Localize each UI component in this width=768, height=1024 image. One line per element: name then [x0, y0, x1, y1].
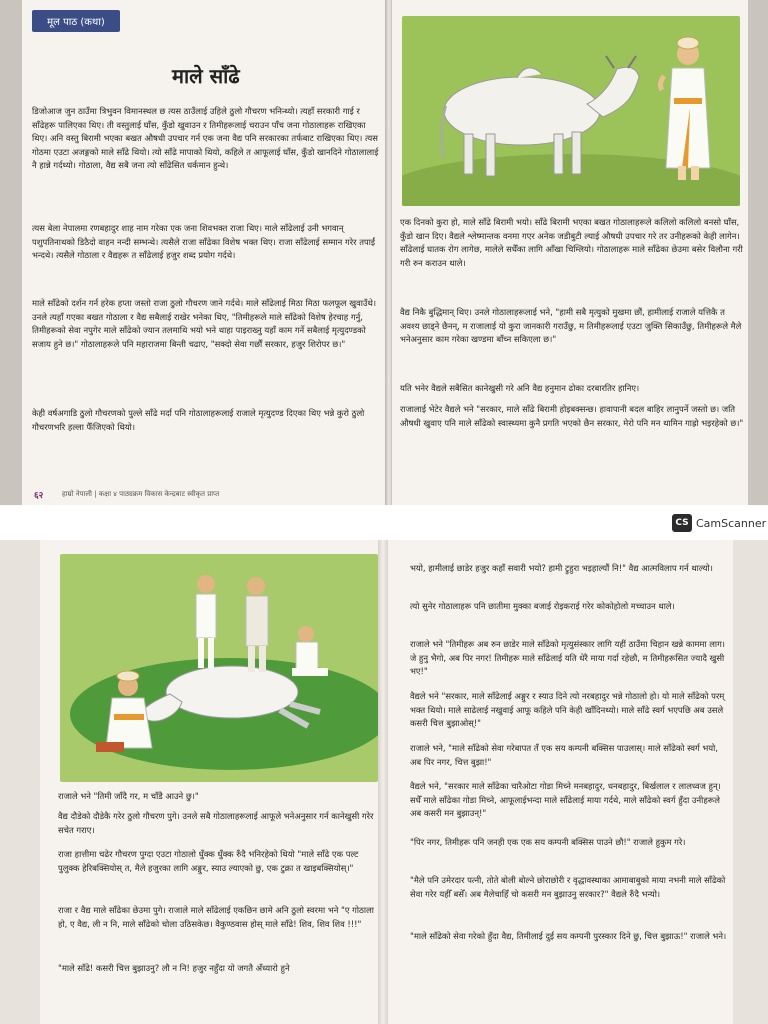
- paragraph: वैद्य दौडेको दौडेकै गरेर ठुलो गौचरण पुगे। उनले सबै गोठालाहरूलाई आफूले भनेअनुसार गर्न कानेखुसी गरेर सचेत गराए।: [58, 811, 374, 835]
- camscanner-label: CamScanner: [696, 516, 767, 530]
- paragraph: राजाले भने "तिमी जाँदै गर, म चाँडै आउने छु।": [58, 791, 199, 801]
- paragraph: वैद्यले भने, "सरकार माले साँढेका चारैओटा गोडा मिच्ने मनबहादुर, धनबहादुर, बिर्खलाल र लालध्वज हुन्। सधैँ माले साँढेका गोडा मिच्ने, आफूलाईभन्दा माले साँढेलाई माया गर्दथे, माले साँढेको स्वर्ग हुँदा उनीहरूले अब कसरी मन बुझाउन्!": [410, 781, 721, 819]
- paragraph: यति भनेर वैद्यले सबैसित कानेखुसी गरे अनि वैद्य हनुमान ढोका दरबारतिर हानिए।: [400, 383, 640, 393]
- top-book-spread: [0, 0, 768, 505]
- paragraph: त्यस बेला नेपालमा रणबहादुर शाह नाम गरेका एक जना शिवभक्त राजा थिए। माले साँढेलाई उनी भगवान् पशुपतिनाथको डिठैदो वाहन नन्दी सम्भन्थे। त्यसैले राजा साँढेका विशेष भक्त थिए। राजा साँढेलाई सम्मान गरेर तपाईं भन्दथे। त्यसैले गोठाला र वैद्यहरू त साँढेलाई हजुर शब्द प्रयोग गर्दथे।: [32, 223, 376, 261]
- paragraph: त्यो सुनेर गोठालाहरू पनि छातीमा मुक्का बजाई रोइकराई गरेर कोकोहोलो मच्चाउन थाले।: [410, 601, 675, 611]
- bull-illustration: [402, 16, 740, 206]
- left-page-bottom: [40, 540, 380, 1024]
- paragraph: राजा हात्तीमा चढेर गौचरण पुग्दा एउटा गोठालो धुँक्क धुँक्क रुँदै भनिरहेको थियो "माले साँढे एक पल्ट पुलुक्क हेरिबक्सियोस् त, मैले हजुरका लागि अङ्गुर, स्याउ ल्याएको छु, एक टुक्रा त खाइबक्सियोस्।": [58, 849, 359, 873]
- page-footer: हाम्रो नेपाली | कक्षा ४ पाठ्यक्रम विकास केन्द्रबाट स्वीकृत प्राप्त: [62, 490, 220, 498]
- paragraph: "माले साँढे! कसरी चित्त बुझाउनु? लौ न नि! हजुर नहुँदा यो जगतै अँध्यारो हुने: [58, 963, 290, 973]
- paragraph: "मैले पनि उमेरदार पत्नी, तोते बोली बोल्ने छोराछोरी र वृद्धावस्थाका आमाबाबुको माया नभनी माले साँढेको सेवा गरेर यहीँ बसेँ। अब मैलेचाहिँ चो कसरी मन बुझाउनु सरकार?" वैद्यले रुँदै भन्यो।: [410, 875, 726, 899]
- left-page-top: [22, 0, 388, 505]
- paragraph: राजालाई भेटेर वैद्यले भने "सरकार, माले साँढे बिरामी होइबक्सन्छ। हावापानी बदल बाहिर लानुपर्ने जस्तो छ। जति औषधी खुवाए पनि माले साँढेको स्वास्थ्यमा कुनै प्रगति भएको छैन सरकार, मेरो पनि मन थामिन गाह्रो भइरहेको छ।": [400, 404, 744, 428]
- right-page-top: [392, 0, 748, 505]
- page-number: ६२: [34, 491, 44, 501]
- right-page-bottom: [388, 540, 733, 1024]
- story-title: माले साँढे: [172, 64, 240, 88]
- camscanner-watermark: [672, 514, 766, 532]
- camscanner-logo: CS: [672, 514, 692, 532]
- paragraph: माले साँढेको दर्शन गर्न हरेक हप्ता जस्तो राजा ठुलो गौचरण जाने गर्दथे। माले साँढेलाई मिठा मिठा फलफूल खुवाउँथे। उनले त्यहाँ गएका बखत गोठाला र वैद्य सबैलाई राखेर भनेका थिए, "तिमीहरूले माले साँढेको विशेष हेरचाह गर्नु, तिमीहरूको सेवा नपुगेर माले साँढेको ज्यान तलमाथि भयो भने थाहा पाइराख्नु यहाँ काम गर्ने सबैलाई मृत्युदण्डको सजाय हुने छ।" गोठालाहरूले पनि महाराजमा बिन्ती चढाए, "सक्दो सेवा गर्छौं सरकार, हजुर शिरोपर छ।": [32, 298, 377, 349]
- paragraph: राजाले भने "तिमीहरू अब रुन छाडेर माले साँढेको मृत्युसंस्कार लागि यहीं ठाउँमा चिहान खन्ने काममा लाग। जे हुनु भैगो, अब पिर नगर! तिमीहरू माले साँढेलाई यति धेरै माया गर्दा रहेछौ, म तिमीहरूसित ज्यादै खुसी भए!": [410, 639, 725, 677]
- paragraph: भयो, हामीलाई छाडेर हजुर कहाँ सवारी भयो? हामी ट्रुहुरा भइहाल्यौं नि!" वैद्य आत्मविलाप गर्न थाल्यो।: [410, 563, 713, 573]
- paragraph: "पिर नगर, तिमीहरू पनि जनही एक एक सय कम्पनी बक्सिस पाउने छौ!" राजाले हुकुम गरे।: [410, 837, 686, 847]
- paragraph: वैद्य निकै बुद्धिमान् थिए। उनले गोठालाहरूलाई भने, "हामी सबै मृत्युको मुखमा छौं, हामीलाई राजाले यत्तिकै त अवश्य छाड्ने छैनन्, म राजालाई यो कुरा जानकारी गराउँछु, म तिमीहरूलाई एउटा जुक्ति सिकाउँछु, तिमीहरूले मैले भनेअनुसार काम गरेका खण्डमा बाँच्न सकिएला छ।": [400, 307, 742, 345]
- paragraph: राजा र वैद्य माले साँढेका छेउमा पुगे। राजाले माले साँढेलाई एकछिन छामे अनि ठुलो स्वरमा भने "ए गोठाला हो, ए वैद्य, ली न नि, माले साँढेको चोला उठिसकेछ। वैकुण्ठवास होस् माले साँढे! शिव, शिव शिव !!!": [58, 905, 374, 929]
- paragraph: एक दिनको कुरा हो, माले साँढे बिरामी भयो। साँढे बिरामी भएका बखत गोठालाहरूले कलिलो कलिलो बनसो घाँस, कुँडो खान दिए। वैद्यले श्लेष्मान्तक वनमा गएर अनेक जडीबुटी ल्याई औषधी उपचार गरे तर उनीहरूको केही लागेन। साँढेलाई घातक रोग लागेछ, मालेले सधैँका लागि आँखा चिम्लियो। गोठालाहरू माले साँढेका छेउमा बसेर विलौना गरी गरी रुन कराउन थाले।: [400, 217, 743, 268]
- paragraph: डिजोआज जुन ठाउँमा त्रिभुवन विमानस्थल छ त्यस ठाउँलाई उहिले ठुलो गौचरण भनिन्थ्यो। त्यहाँ सरकारी गाई र साँढेहरू पालिएका थिए। ती वस्तुलाई घाँस, कुँडो खुवाउन र तिमीहरूलाई चराउन पाँच जना गोठालाहरू राखिएका थिए। अनि वस्तु बिरामी भएका बखत औषधी उपचार गर्न एक जना वैद्य पनि सरकारका तर्फबाट राखिएका थिए। त्यस गोठमा एउटा अजङ्गको माले साँढे थियो। त्यो साँढे मापाको थियो, कहिले त आफूलाई घाँस, कुँडो खानदिने गोठालालाई नै हान्ने गर्दथ्यो। गोठाला, वैद्य सबै जना त्यो साँढेसित धर्कमान हुन्थे।: [32, 106, 379, 171]
- section-tab: मूल पाठ (कथा): [32, 10, 120, 32]
- paragraph: केही वर्षअगाडि ठुलो गौचरणको पुल्ले साँढे मर्दा पनि गोठालाहरूलाई राजाले मृत्युदण्ड दिएका थिए भन्ने कुरो ठुलो गौचरणभरि हल्ला फैँजिएको थियो।: [32, 408, 365, 432]
- book-gutter: [378, 540, 388, 1024]
- paragraph: राजाले भने, "माले साँढेको सेवा गरेबापत तँ एक सय कम्पनी बक्सिस पाउलास्। माले साँढेको स्वर्ग भयो, अब पिर नगर, चित्त बुझा!": [410, 743, 718, 767]
- paragraph: "माले साँढेको सेवा गरेको हुँदा वैद्य, तिमीलाई दुई सय कम्पनी पुरस्कार दिने छु, चित्त बुझाऊ!" राजाले भने।: [410, 931, 727, 941]
- dead-bull-illustration: [60, 554, 378, 782]
- paragraph: वैद्यले भने "सरकार, माले साँढेलाई अङ्गुर र स्याउ दिने त्यो नरबहादुर भन्ने गोठालो हो। यो माले साँढेको परम् भक्त थियो। माले साढेलाई नखुवाई आफू कहिले पनि केही खाँदिनथ्यो। माले साँढे स्वर्ग भएपछि अब उसले कसरी चित्त बुझाओस्!": [410, 691, 725, 729]
- bottom-book-spread: [0, 540, 768, 1024]
